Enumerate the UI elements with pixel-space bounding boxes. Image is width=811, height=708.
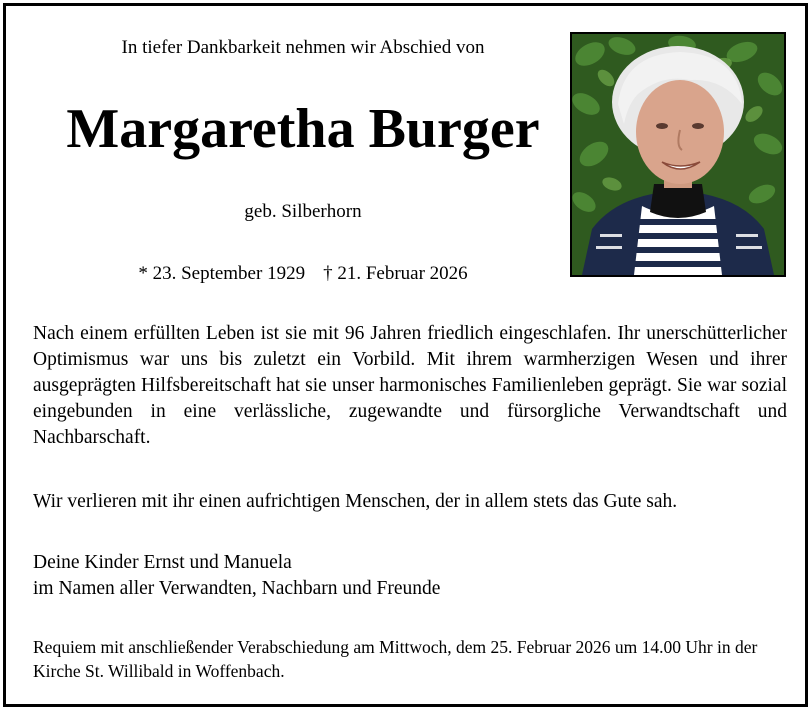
- paragraph-life: Nach einem erfüllten Leben ist sie mit 96 Jahren friedlich eingeschlafen. Ihr unerschütterlicher Optimismus war uns bis zuletzt ein Vorbild. Mit ihrem warmherzigen Wesen und ihrer ausgeprägten Hilfsbereitschaft hat sie unser harmonisches Familienleben geprägt. Sie war sozial eingebunden in eine verlässliche, zugewandte und fürsorgliche Verwandtschaft und Nachbarschaft.: [33, 323, 787, 448]
- intro-text: In tiefer Dankbarkeit nehmen wir Abschied von: [121, 37, 485, 58]
- obituary-card: [3, 3, 808, 707]
- life-dates: [6, 262, 600, 286]
- requiem-info: Requiem mit anschließender Verabschiedung am Mittwoch, dem 25. Februar 2026 um 14.00 Uhr in der Kirche St. Willibald in Woffenbach.: [33, 637, 758, 681]
- death-date: † 21. Februar 2026: [323, 263, 468, 284]
- deceased-name: Margaretha Burger: [66, 98, 540, 160]
- paragraph-farewell: Wir verlieren mit ihr einen aufrichtigen Menschen, der in allem stets das Gute sah.: [33, 491, 678, 512]
- maiden-name: geb. Silberhorn: [244, 201, 362, 222]
- birth-date: * 23. September 1929: [138, 263, 306, 284]
- portrait-photo: [570, 32, 786, 277]
- signers: [33, 550, 787, 602]
- signer-line-2: im Namen aller Verwandten, Nachbarn und Freunde: [33, 578, 441, 599]
- signer-line-1: Deine Kinder Ernst und Manuela: [33, 552, 292, 573]
